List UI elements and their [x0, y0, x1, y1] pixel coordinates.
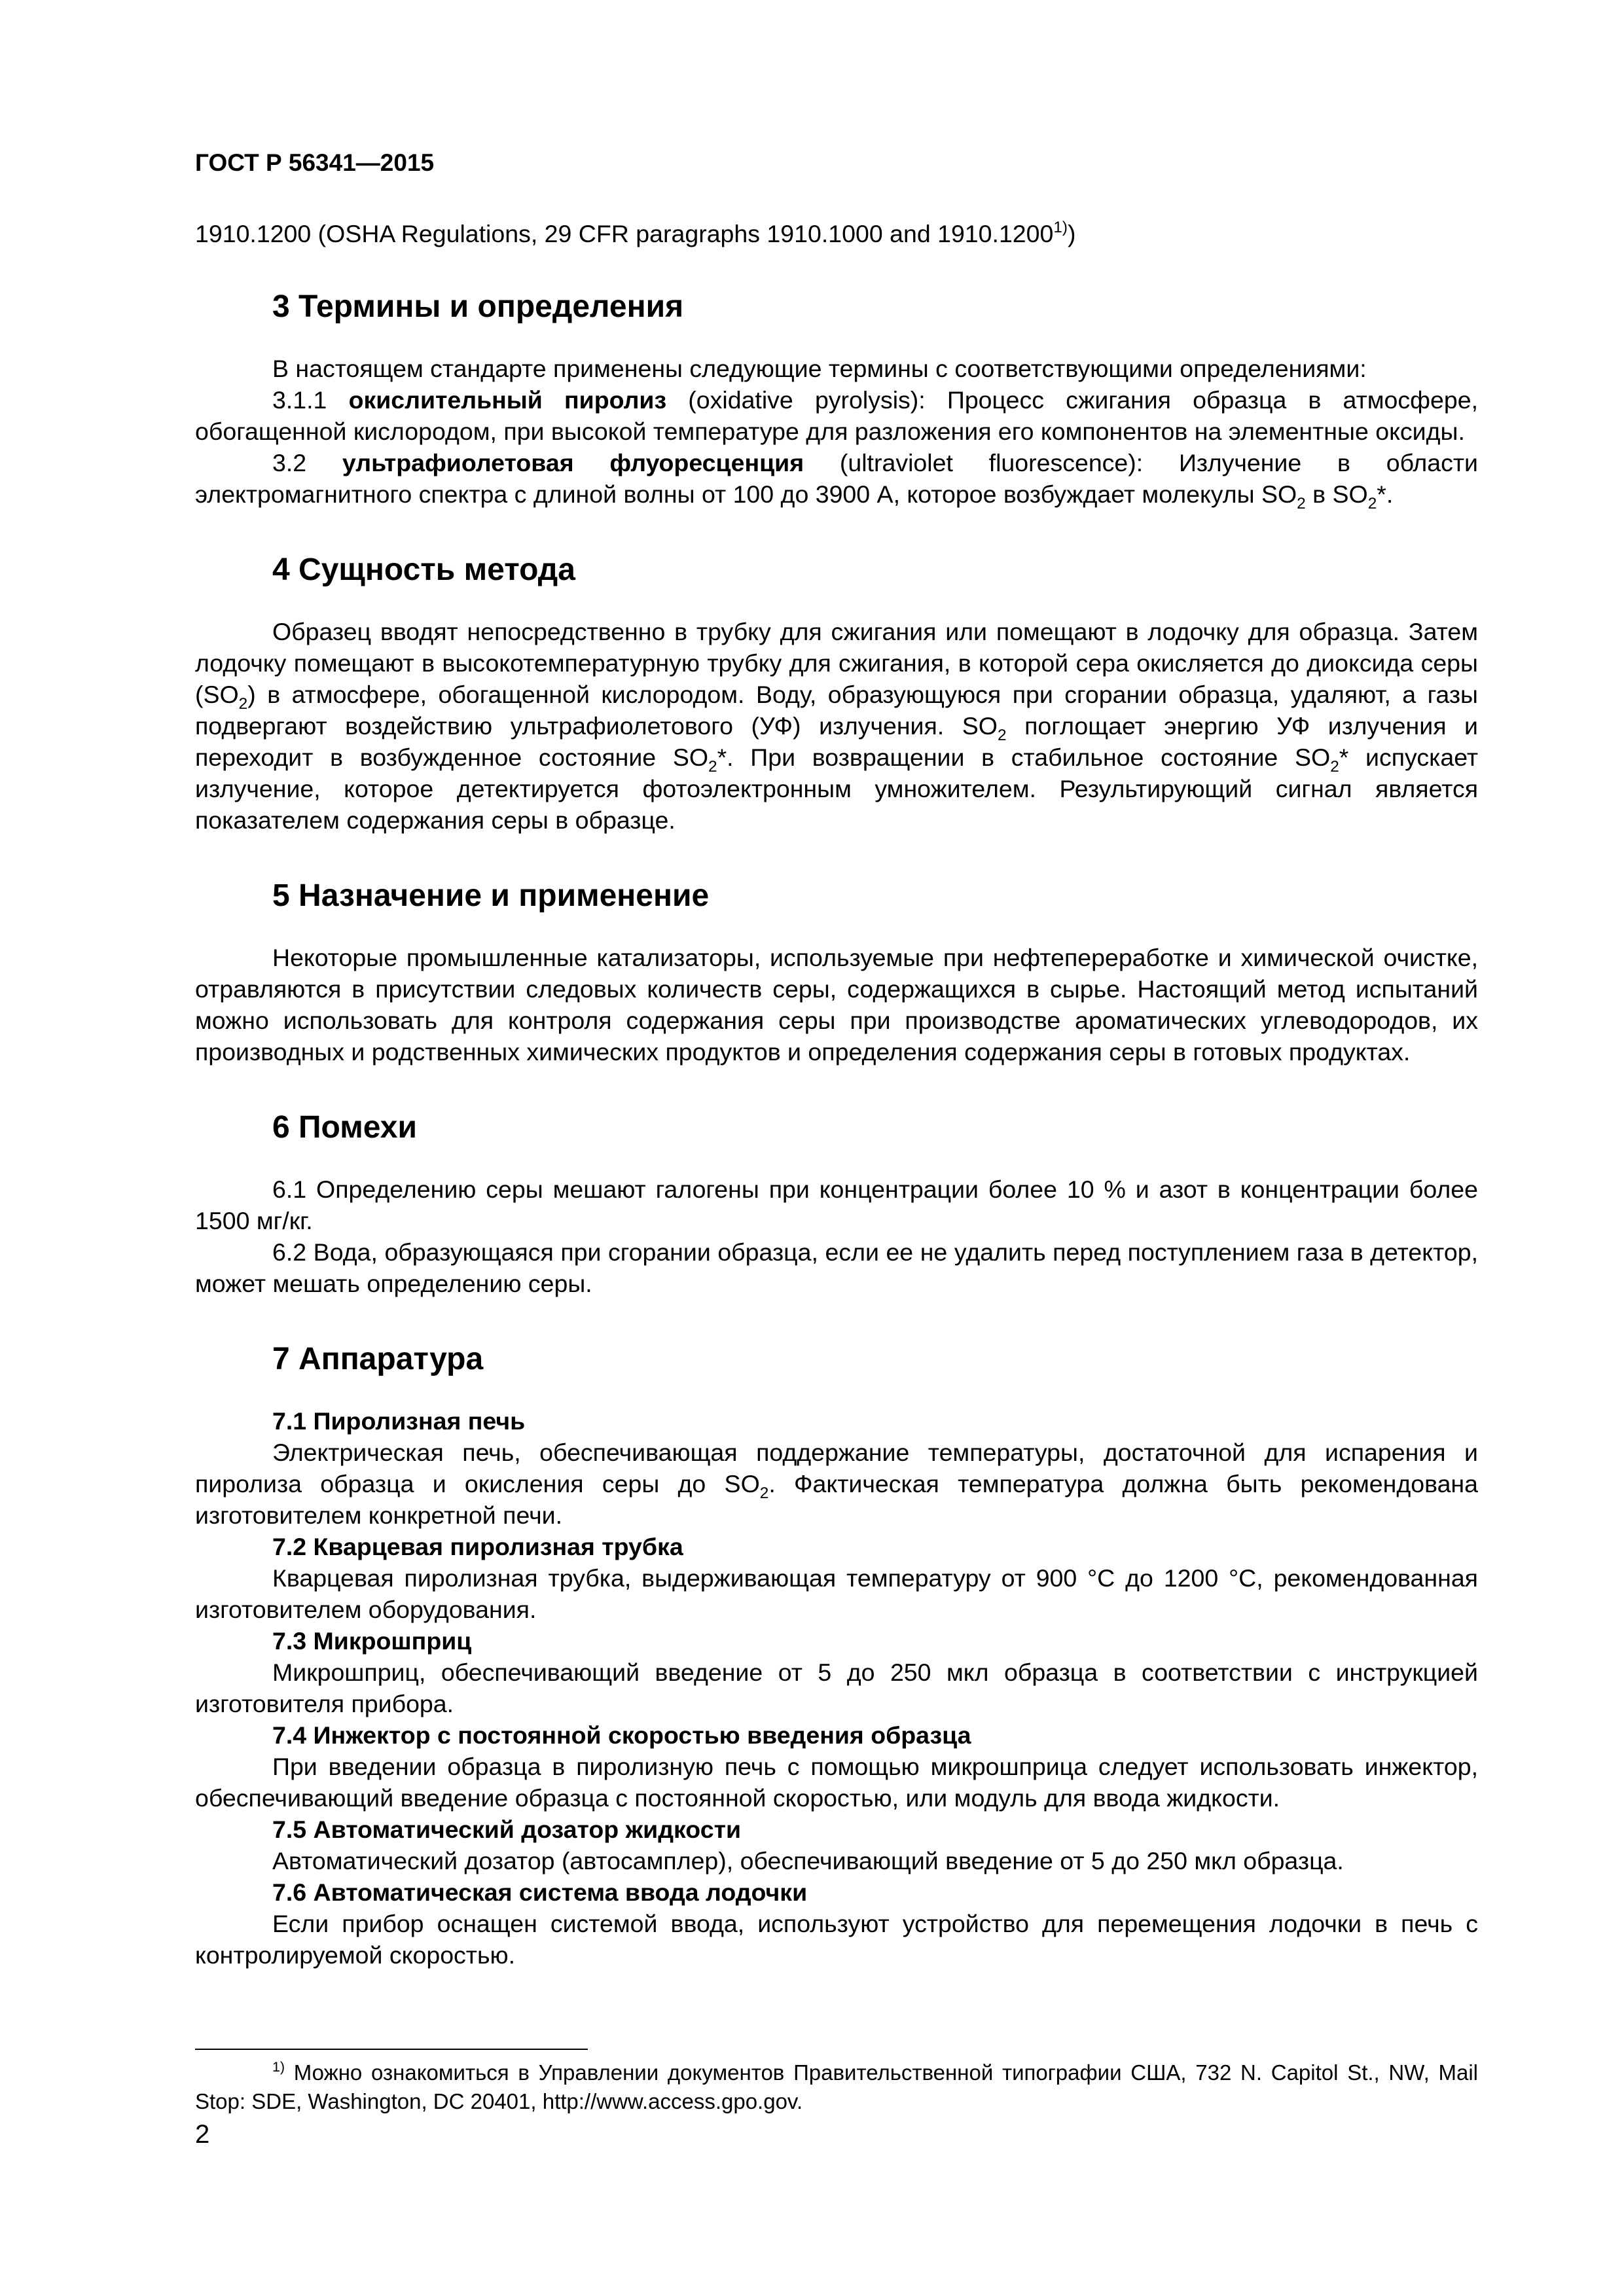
subscript: 2 [708, 757, 717, 776]
page-number: 2 [195, 2120, 210, 2149]
text-part: * испускает излучение, которое детектируется фотоэлектронным умножителем. Результирующий сигнал является показателем содержания серы в образце. [195, 744, 1479, 834]
footnote-separator [195, 2049, 588, 2050]
term-definition-part: (ultraviolet fluorescence): Излучение в области электромагнитного спектра с длиной волны от 100 до 3900 А, которое возбуждает молекулы SO [195, 449, 1478, 508]
subsection-7-6-text: Если прибор оснащен системой ввода, используют устройство для перемещения лодочки в печь с контролируемой скоростью. [195, 1910, 1478, 1969]
reference-close: ) [1068, 220, 1076, 247]
subscript: 2 [1297, 494, 1306, 512]
text-part: ) в атмосфере, обогащенной кислородом. Воду, образующуюся при сгорании образца, удаляют, а газы подвергают воздействию ультрафиолетового (УФ) излучения. SO [195, 681, 1478, 740]
subsection-7-3-title: 7.3 Микрошприц [272, 1627, 472, 1655]
text-part: Электрическая печь, обеспечивающая поддержание температуры, достаточной для испарения и пиролиза образца и окисления серы до SO [195, 1439, 1478, 1498]
term-name: окислительный пиролиз [348, 386, 667, 414]
standard-header: ГОСТ Р 56341—2015 [195, 149, 435, 176]
clause-6-2: 6.2 Вода, образующаяся при сгорании образца, если ее не удалить перед поступлением газа в детектор, может мешать определению серы. [195, 1238, 1478, 1297]
term-3-1-1 [195, 384, 1478, 447]
section-5-paragraph: Некоторые промышленные катализаторы, используемые при нефтепереработке и химической очистке, отравляются в присутствии следовых количеств серы, содержащихся в сырье. Настоящий метод испытаний можно использовать для контроля содержания серы при производстве ароматических углеводородов, их производных и родственных химических продуктов и определения содержания серы в готовых продуктах. [195, 944, 1478, 1066]
subsection-7-1-text [195, 1437, 1478, 1531]
subsection-7-1-title: 7.1 Пиролизная печь [272, 1407, 526, 1435]
page-content [195, 147, 1478, 1971]
subscript: 2 [1367, 494, 1377, 512]
footnote-ref-mark[interactable]: 1) [1053, 219, 1068, 237]
term-definition-part: в SO [1305, 480, 1368, 508]
subsection-7-3-text: Микрошприц, обеспечивающий введение от 5 до 250 мкл образца в соответствии с инструкцией изготовителя прибора. [195, 1659, 1478, 1717]
subscript: 2 [1330, 757, 1339, 776]
section-4-heading: 4 Сущность метода [272, 552, 575, 587]
clause-6-1: 6.1 Определению серы мешают галогены при концентрации более 10 % и азот в концентрации более 1500 мг/кг. [195, 1175, 1478, 1234]
section-3-heading: 3 Термины и определения [272, 289, 684, 324]
term-number: 3.1.1 [272, 386, 349, 414]
text-part: . Фактическая температура должна быть рекомендована изготовителем конкретной печи. [195, 1470, 1479, 1529]
section-3-intro: В настоящем стандарте применены следующие термины с соответствующими определениями: [272, 355, 1367, 382]
section-5-heading: 5 Назначение и применение [272, 878, 710, 913]
footnote [195, 2058, 1478, 2116]
subsection-7-5-text: Автоматический дозатор (автосамплер), обеспечивающий введение от 5 до 250 мкл образца. [272, 1847, 1344, 1874]
subsection-7-2-title: 7.2 Кварцевая пиролизная трубка [272, 1533, 683, 1560]
term-3-2 [195, 447, 1478, 510]
footnote-mark: 1) [272, 2059, 285, 2075]
subsection-7-4-text: При введении образца в пиролизную печь с помощью микрошприца следует использовать инжектор, обеспечивающий введение образца с постоянной скоростью, или модуль для ввода жидкости. [195, 1753, 1478, 1812]
footnote-text: Можно ознакомиться в Управлении документов Правительственной типографии США, 732 N. Capitol St., NW, Mail Stop: SDE, Washington, DC 20401, http://www.access.gpo.gov. [195, 2060, 1478, 2113]
text-part: *. При возвращении в стабильное состояние SO [717, 744, 1331, 771]
text-part: поглощает энергию УФ излучения и переходит в возбужденное состояние SO [195, 712, 1479, 771]
subscript: 2 [759, 1484, 769, 1502]
term-number: 3.2 [272, 449, 342, 476]
term-definition: (oxidative pyrolysis): Процесс сжигания образца в атмосфере, обогащенной кислородом, при высокой температуре для разложения его компонентов на элементные оксиды. [195, 386, 1478, 445]
subsection-7-2-text: Кварцевая пиролизная трубка, выдерживающая температуру от 900 °С до 1200 °С, рекомендованная изготовителем оборудования. [195, 1564, 1478, 1623]
text-part: Образец вводят непосредственно в трубку для сжигания или помещают в лодочку для образца. Затем лодочку помещают в высокотемпературную трубку для сжигания, в которой сера окисляется до диоксида серы (SO [195, 618, 1478, 708]
term-name: ультрафиолетовая флуоресценция [342, 449, 804, 476]
section-6-heading: 6 Помехи [272, 1110, 417, 1145]
subsection-7-6-title: 7.6 Автоматическая система ввода лодочки [272, 1878, 808, 1906]
subscript: 2 [238, 694, 248, 713]
reference-line [195, 218, 1478, 249]
subscript: 2 [997, 726, 1007, 744]
reference-text: 1910.1200 (OSHA Regulations, 29 CFR paragraphs 1910.1000 and 1910.1200 [195, 220, 1054, 247]
subsection-7-4-title: 7.4 Инжектор с постоянной скоростью введения образца [272, 1721, 971, 1749]
section-7-heading: 7 Аппаратура [272, 1342, 484, 1376]
section-4-paragraph [195, 616, 1478, 836]
term-definition-part: *. [1377, 480, 1394, 508]
subsection-7-5-title: 7.5 Автоматический дозатор жидкости [272, 1816, 741, 1843]
